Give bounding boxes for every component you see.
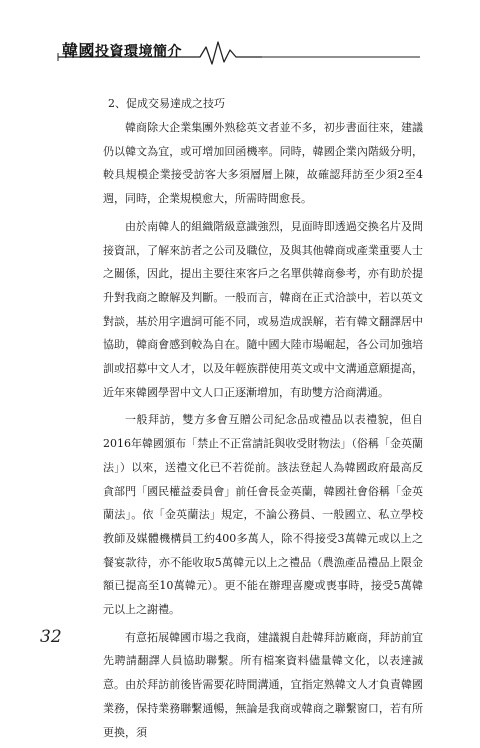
- chapter-title-topic: 投資環境簡介: [95, 44, 183, 60]
- section-heading: 2、促成交易達成之技巧: [108, 97, 225, 110]
- page-body: [103, 96, 423, 748]
- paragraph-2: 由於南韓人的組織階級意識強烈，見面時即透過交換名片及問接資訊，了解來訪者之公司及職位，及與其他韓商或產業重要人士之關係，因此，提出主要往來客戶之名單供韓商參考，亦有助於提升對我商之瞭解及判斷。一般而言，韓商在正式洽談中，若以英文對談，基於用字遣詞可能不同，或易造成誤解，若有韓文翻譯居中協助，韓商會感到較為自在。隨中國大陸市場崛起，各公司加強培訓或招募中文人才，以及年輕族群使用英文或中文溝通意願提高，近年來韓國學習中文人口正逐漸增加，有助雙方洽商溝通。: [103, 219, 423, 399]
- paragraph-1: 韓商除大企業集團外熟稔英文者並不多，初步書面往來，建議仍以韓文為宜，或可增加回函機率。同時，韓國企業內階級分明，較具規模企業接受訪客大多須層層上陳，故確認拜訪至少須2至4週，同時，企業規模愈大，所需時間愈長。: [103, 121, 423, 206]
- chapter-title-country: 韓國: [62, 41, 96, 60]
- paragraph-4: 有意拓展韓國市場之我商，建議親自赴韓拜訪廠商，拜訪前宜先聘請翻譯人員協助聯繫。所有檔案資料儘量韓文化，以表達誠意。由於拜訪前後皆需要花時間溝通，宜指定熟韓文人才負責韓國業務，保持業務聯繫通暢，無論是我商或韓商之聯繫窗口，若有所更換，須: [103, 630, 423, 739]
- chapter-title: [62, 38, 182, 61]
- paragraph-3: 一般拜訪，雙方多會互贈公司紀念品或禮品以表禮貌，但自2016年韓國頒布「禁止不正當請託與收受財物法」（俗稱「金英蘭法」）以來，送禮文化已不若從前。該法登起人為韓國政府最高反貪部門「國民權益委員會」前任會長金英蘭，韓國社會俗稱「金英蘭法」。依「金英蘭法」規定，不論公務員、一般國立、私立學校教師及媒體機構員工約400多萬人，除不得接受3萬韓元或以上之餐宴款待，亦不能收取5萬韓元以上之禮品（農漁產品禮品上限金額已提高至10萬韓元）。更不能在辦理喜慶或喪事時，接受5萬韓元以上之謝禮。: [103, 413, 423, 617]
- page-number: 32: [40, 627, 62, 647]
- page-header: [0, 0, 480, 70]
